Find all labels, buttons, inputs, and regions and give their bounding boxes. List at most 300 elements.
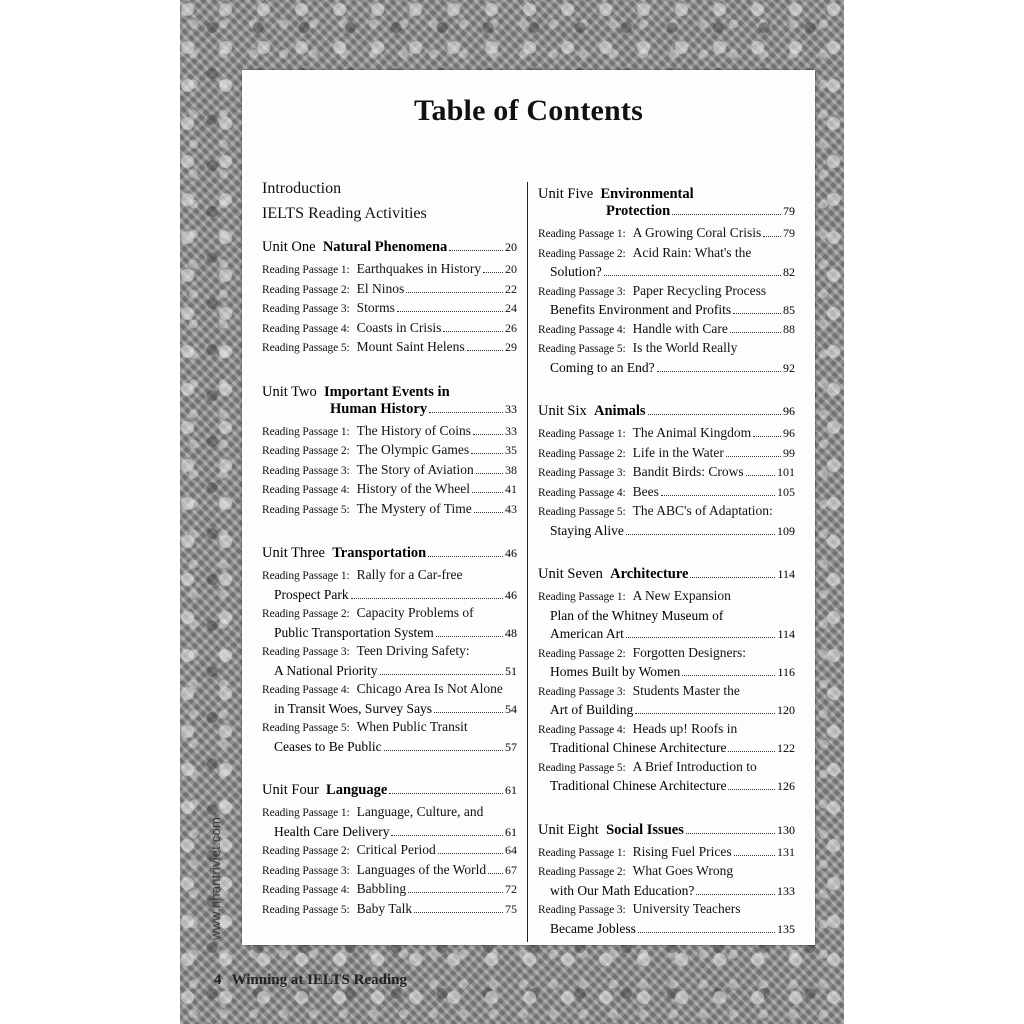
dot-leader — [728, 789, 775, 790]
passage-entry — [262, 680, 517, 718]
passage-number: Reading Passage 2: — [538, 247, 626, 260]
passage-page-number: 24 — [505, 301, 517, 315]
dot-leader — [438, 853, 503, 854]
unit-page-number: 20 — [505, 240, 517, 254]
unit-page-number: 96 — [783, 404, 795, 418]
passage-entry — [262, 500, 517, 520]
passage-title: Staying Alive — [550, 522, 624, 538]
dot-leader — [726, 456, 781, 457]
passage-title: The Olympic Games — [356, 442, 470, 457]
passage-title: The Mystery of Time — [356, 500, 472, 516]
passage-page-number: 85 — [783, 303, 795, 317]
passage-number: Reading Passage 4: — [538, 723, 626, 736]
passage-line — [538, 463, 795, 483]
passage-line — [262, 319, 517, 339]
contents-column-right — [538, 180, 795, 938]
column-divider — [527, 182, 528, 942]
dot-leader — [443, 331, 503, 332]
passage-page-number: 38 — [505, 462, 517, 477]
passage-title: Language, Culture, and — [356, 804, 484, 819]
dot-leader — [471, 453, 503, 454]
passage-title: El Ninos — [356, 280, 405, 296]
passage-page-number: 82 — [783, 265, 795, 279]
passage-entry — [262, 861, 517, 881]
passage-line — [262, 604, 517, 624]
dot-leader — [434, 712, 503, 713]
passage-entry — [538, 644, 795, 682]
passage-page-number: 96 — [783, 426, 795, 440]
unit-heading-row — [262, 239, 517, 256]
passage-page-number: 33 — [505, 423, 517, 438]
passage-line — [262, 500, 517, 520]
dot-leader — [635, 713, 775, 714]
passage-title: What Goes Wrong — [632, 863, 734, 878]
passage-number: Reading Passage 1: — [262, 425, 350, 438]
footer-book-title: Winning at IELTS Reading — [231, 972, 407, 988]
passage-entry — [538, 339, 795, 377]
passage-entry — [538, 587, 795, 644]
passage-entry — [538, 900, 795, 938]
passage-title: A Brief Introduction to — [632, 758, 757, 774]
passage-entry — [538, 424, 795, 444]
passage-line — [262, 900, 517, 920]
contents-column-left — [262, 178, 517, 919]
passage-page-number: 101 — [777, 465, 795, 479]
unit-name: Language — [326, 782, 388, 798]
passage-line — [262, 280, 517, 300]
passage-number: Reading Passage 4: — [262, 484, 350, 496]
passage-line — [262, 861, 517, 881]
passage-number: Reading Passage 5: — [262, 903, 350, 916]
dot-leader — [397, 311, 503, 312]
passage-page-number: 131 — [777, 844, 795, 859]
passage-page-number: 79 — [783, 226, 795, 240]
passage-line — [538, 522, 795, 541]
passage-line — [262, 823, 517, 842]
passage-entry — [262, 280, 517, 300]
passage-entry — [262, 299, 517, 319]
passage-number: Reading Passage 3: — [262, 864, 350, 877]
passage-entry — [538, 282, 795, 320]
passage-line — [538, 900, 795, 920]
passage-title: Forgotten Designers: — [632, 644, 747, 660]
passage-number: Reading Passage 3: — [262, 464, 350, 477]
dot-leader — [408, 892, 503, 893]
dot-leader — [406, 292, 503, 293]
passage-page-number: 122 — [777, 741, 795, 755]
passage-page-number: 114 — [777, 627, 795, 641]
passage-title: A New Expansion — [632, 588, 731, 603]
passage-line — [538, 720, 795, 740]
intro-heading: Introduction — [262, 180, 342, 197]
passage-entry — [262, 480, 517, 500]
passage-number: Reading Passage 3: — [538, 285, 626, 298]
passage-page-number: 88 — [783, 321, 795, 336]
passage-line — [262, 662, 517, 681]
passage-title: Health Care Delivery — [274, 823, 390, 839]
passage-title: in Transit Woes, Survey Says — [274, 700, 433, 716]
passage-entry — [262, 260, 517, 280]
passage-entry — [262, 880, 517, 900]
passage-line — [262, 441, 517, 461]
passage-line — [262, 480, 517, 500]
dot-leader — [672, 214, 781, 215]
passage-number: Reading Passage 5: — [262, 503, 350, 516]
passage-line — [538, 663, 795, 682]
dot-leader — [483, 272, 503, 273]
passage-entry — [262, 566, 517, 604]
passage-title: Baby Talk — [356, 900, 413, 916]
unit-heading — [538, 186, 795, 220]
passage-entry — [538, 244, 795, 282]
passage-page-number: 46 — [505, 587, 517, 602]
dot-leader — [753, 436, 781, 437]
passage-line — [262, 642, 517, 662]
dot-leader — [626, 637, 776, 638]
dot-leader — [429, 412, 503, 413]
passage-number: Reading Passage 2: — [538, 447, 626, 460]
dot-leader — [626, 534, 775, 535]
contents-page — [242, 70, 815, 945]
passage-page-number: 57 — [505, 739, 517, 754]
passage-title: The Animal Kingdom — [632, 425, 752, 440]
passage-entry — [262, 441, 517, 461]
unit-label — [538, 566, 688, 583]
unit-page-number: 33 — [505, 401, 517, 416]
passage-line — [262, 422, 517, 442]
passage-title: Chicago Area Is Not Alone — [356, 681, 503, 696]
passage-title: Rally for a Car-free — [356, 567, 463, 582]
unit-heading — [538, 403, 795, 420]
passage-title: Homes Built by Women — [550, 664, 681, 679]
passage-number: Reading Passage 2: — [538, 866, 626, 878]
passage-page-number: 26 — [505, 320, 517, 335]
passage-title: History of the Wheel — [356, 481, 470, 496]
dot-leader — [449, 250, 503, 251]
passage-title: Teen Driving Safety: — [356, 643, 470, 658]
passage-title: Students Master the — [632, 682, 740, 698]
passage-line — [538, 263, 795, 282]
passage-title: Bandit Birds: Crows — [632, 464, 744, 479]
page-title: Table of Contents — [414, 94, 643, 127]
unit-label — [262, 384, 450, 401]
unit-heading — [262, 782, 517, 799]
passage-title: Art of Building — [550, 702, 634, 717]
unit-name: Natural Phenomena — [322, 239, 448, 255]
passage-title: Critical Period — [356, 842, 436, 857]
dot-leader — [686, 833, 775, 834]
passage-title: Is the World Really — [632, 340, 738, 355]
unit-name: Architecture — [610, 566, 689, 582]
unit-heading — [262, 384, 517, 418]
dot-leader — [661, 495, 775, 496]
passage-line — [538, 682, 795, 702]
site-watermark: www.nhantriviet.com — [208, 816, 223, 940]
passage-title: Plan of the Whitney Museum of — [550, 607, 724, 623]
dot-leader — [728, 751, 775, 752]
passage-number: Reading Passage 4: — [538, 486, 626, 499]
passage-title: Mount Saint Helens — [356, 339, 465, 354]
dot-leader — [696, 894, 775, 895]
passage-entry — [538, 483, 795, 503]
passage-page-number: 29 — [505, 340, 517, 354]
passage-number: Reading Passage 5: — [538, 506, 626, 518]
passage-page-number: 51 — [505, 663, 517, 678]
passage-line — [538, 339, 795, 359]
dot-leader — [474, 512, 503, 513]
unit-label — [538, 186, 694, 203]
passage-title: Storms — [356, 300, 395, 315]
dot-leader — [389, 793, 503, 794]
footer-page-number: 4 — [214, 972, 222, 988]
unit-heading — [538, 566, 795, 583]
passage-title: with Our Math Education? — [550, 882, 695, 898]
passage-line — [262, 338, 517, 358]
passage-number: Reading Passage 1: — [538, 846, 626, 859]
unit-number: Unit Four — [262, 782, 319, 798]
passage-line — [262, 461, 517, 481]
passage-number: Reading Passage 3: — [538, 467, 626, 479]
unit-page-number: 61 — [505, 783, 517, 797]
passage-number: Reading Passage 1: — [538, 428, 626, 440]
unit-label — [330, 401, 427, 418]
passage-title: Prospect Park — [274, 586, 349, 602]
passage-entry — [538, 843, 795, 863]
unit-number: Unit Five — [538, 186, 594, 202]
page-footer — [214, 972, 407, 989]
passage-title: Became Jobless — [550, 920, 636, 936]
passage-title: Languages of the World — [356, 861, 487, 877]
passage-page-number: 61 — [505, 824, 517, 839]
passage-entry — [538, 463, 795, 483]
passage-line — [538, 920, 795, 939]
passage-title: Life in the Water — [632, 444, 724, 460]
passage-line — [538, 502, 795, 522]
passage-page-number: 109 — [777, 523, 795, 538]
passage-number: Reading Passage 2: — [262, 445, 350, 457]
passage-line — [538, 758, 795, 778]
passage-page-number: 35 — [505, 443, 517, 457]
passage-page-number: 126 — [777, 779, 795, 793]
passage-title: The History of Coins — [356, 422, 472, 438]
passage-title: Capacity Problems of — [356, 605, 474, 620]
passage-line — [538, 882, 795, 901]
dot-leader — [682, 675, 775, 676]
passage-title: Babbling — [356, 881, 407, 896]
dot-leader — [391, 835, 503, 836]
dot-leader — [746, 475, 775, 476]
passage-line — [538, 282, 795, 302]
passage-title: Acid Rain: What's the — [632, 244, 752, 260]
passage-page-number: 72 — [505, 882, 517, 896]
passage-number: Reading Passage 2: — [262, 845, 350, 857]
unit-name: Transportation — [332, 545, 427, 561]
unit-page-number: 130 — [777, 822, 795, 837]
passage-page-number: 75 — [505, 901, 517, 916]
passage-line — [538, 777, 795, 796]
passage-number: Reading Passage 2: — [262, 283, 350, 296]
passage-entry — [538, 224, 795, 244]
intro-subheading: IELTS Reading Activities — [262, 205, 427, 222]
passage-number: Reading Passage 4: — [262, 322, 350, 335]
unit-label — [262, 545, 426, 562]
passage-line — [262, 718, 517, 738]
passage-entry — [262, 338, 517, 358]
passage-number: Reading Passage 4: — [262, 684, 350, 696]
passage-page-number: 99 — [783, 445, 795, 460]
passage-number: Reading Passage 4: — [262, 884, 350, 896]
passage-page-number: 22 — [505, 281, 517, 296]
dot-leader — [414, 912, 503, 913]
passage-number: Reading Passage 1: — [538, 591, 626, 603]
passage-title: Heads up! Roofs in — [632, 720, 738, 736]
passage-title: Benefits Environment and Profits — [550, 302, 732, 317]
passage-page-number: 41 — [505, 482, 517, 496]
dot-leader — [734, 855, 775, 856]
dot-leader — [472, 492, 503, 493]
unit-heading — [538, 822, 795, 839]
passage-title: University Teachers — [632, 901, 741, 916]
passage-line — [538, 739, 795, 758]
unit-heading-row — [262, 384, 517, 401]
passage-page-number: 64 — [505, 843, 517, 857]
unit-number: Unit Three — [262, 545, 325, 561]
passage-title: Rising Fuel Prices — [632, 843, 732, 859]
passage-entry — [262, 422, 517, 442]
passage-line — [262, 566, 517, 586]
passage-entry — [538, 682, 795, 720]
unit-page-number: 46 — [505, 546, 517, 560]
passage-line — [538, 587, 795, 607]
passage-entry — [538, 862, 795, 900]
unit-heading-row — [538, 822, 795, 839]
passage-line — [538, 424, 795, 444]
unit-number: Unit Seven — [538, 566, 603, 582]
passage-title: Ceases to Be Public — [274, 738, 382, 754]
unit-heading-row — [538, 203, 795, 220]
dot-leader — [638, 932, 775, 933]
passage-title: Earthquakes in History — [356, 261, 482, 276]
passage-page-number: 133 — [777, 883, 795, 898]
passage-page-number: 54 — [505, 701, 517, 716]
unit-heading-row — [538, 566, 795, 583]
passage-title: Traditional Chinese Architecture — [550, 778, 727, 793]
passage-number: Reading Passage 5: — [538, 343, 626, 355]
dot-leader — [428, 556, 503, 557]
dot-leader — [763, 236, 781, 237]
passage-page-number: 116 — [777, 665, 795, 679]
passage-entry — [262, 841, 517, 861]
passage-number: Reading Passage 5: — [262, 722, 350, 734]
unit-heading — [262, 239, 517, 256]
passage-entry — [538, 720, 795, 758]
passage-entry — [262, 900, 517, 920]
dot-leader — [384, 750, 503, 751]
passage-line — [538, 320, 795, 340]
passage-line — [262, 738, 517, 757]
passage-title: Handle with Care — [632, 320, 728, 336]
dot-leader — [733, 313, 781, 314]
unit-number: Unit Six — [538, 403, 587, 419]
passage-number: Reading Passage 3: — [538, 904, 626, 916]
passage-title: When Public Transit — [356, 719, 468, 734]
passage-line — [262, 803, 517, 823]
passage-entry — [262, 803, 517, 841]
passage-number: Reading Passage 1: — [262, 807, 350, 819]
passage-line — [262, 624, 517, 643]
dot-leader — [488, 873, 503, 874]
passage-number: Reading Passage 2: — [262, 608, 350, 620]
unit-heading-row — [538, 403, 795, 420]
passage-entry — [538, 758, 795, 796]
unit-label — [538, 822, 684, 839]
passage-entry — [538, 320, 795, 340]
passage-entry — [262, 319, 517, 339]
passage-number: Reading Passage 1: — [538, 228, 626, 240]
passage-line — [262, 680, 517, 700]
unit-number: Unit One — [262, 239, 316, 255]
passage-title: The Story of Aviation — [356, 461, 474, 477]
unit-heading-row — [262, 782, 517, 799]
unit-heading-row — [538, 186, 795, 203]
dot-leader — [351, 598, 503, 599]
passage-title: A National Priority — [274, 662, 378, 678]
passage-line — [262, 880, 517, 900]
unit-label — [262, 239, 447, 256]
passage-number: Reading Passage 2: — [538, 647, 626, 660]
unit-number: Unit Two — [262, 383, 317, 400]
passage-line — [538, 244, 795, 264]
unit-heading — [262, 545, 517, 562]
unit-page-number: 79 — [783, 204, 795, 218]
passage-entry — [262, 461, 517, 481]
unit-name: Environmental — [600, 186, 694, 202]
passage-line — [262, 586, 517, 605]
passage-line — [538, 862, 795, 882]
passage-line — [538, 644, 795, 664]
passage-line — [538, 224, 795, 244]
passage-number: Reading Passage 5: — [538, 761, 626, 774]
passage-number: Reading Passage 1: — [262, 264, 350, 276]
passage-line — [262, 841, 517, 861]
unit-label — [538, 403, 646, 420]
passage-title: Paper Recycling Process — [632, 282, 767, 298]
passage-title: Traditional Chinese Architecture — [550, 740, 727, 755]
passage-title: Coming to an End? — [550, 359, 655, 375]
passage-page-number: 120 — [777, 703, 795, 717]
passage-number: Reading Passage 4: — [538, 323, 626, 336]
unit-name: Important Events in — [323, 383, 450, 400]
dot-leader — [476, 473, 503, 474]
passage-title: American Art — [550, 626, 624, 641]
passage-line — [538, 483, 795, 503]
passage-line — [262, 700, 517, 719]
passage-line — [538, 701, 795, 720]
passage-number: Reading Passage 3: — [262, 646, 350, 658]
dot-leader — [436, 636, 503, 637]
passage-number: Reading Passage 5: — [262, 342, 350, 354]
passage-title: Coasts in Crisis — [356, 319, 442, 335]
dot-leader — [730, 332, 781, 333]
unit-label — [262, 782, 387, 799]
scan-margin-left — [0, 0, 180, 1024]
passage-line — [262, 299, 517, 319]
passage-line — [538, 843, 795, 863]
passage-page-number: 135 — [777, 921, 795, 936]
passage-page-number: 20 — [505, 262, 517, 276]
passage-entry — [262, 604, 517, 642]
unit-label — [606, 203, 670, 220]
